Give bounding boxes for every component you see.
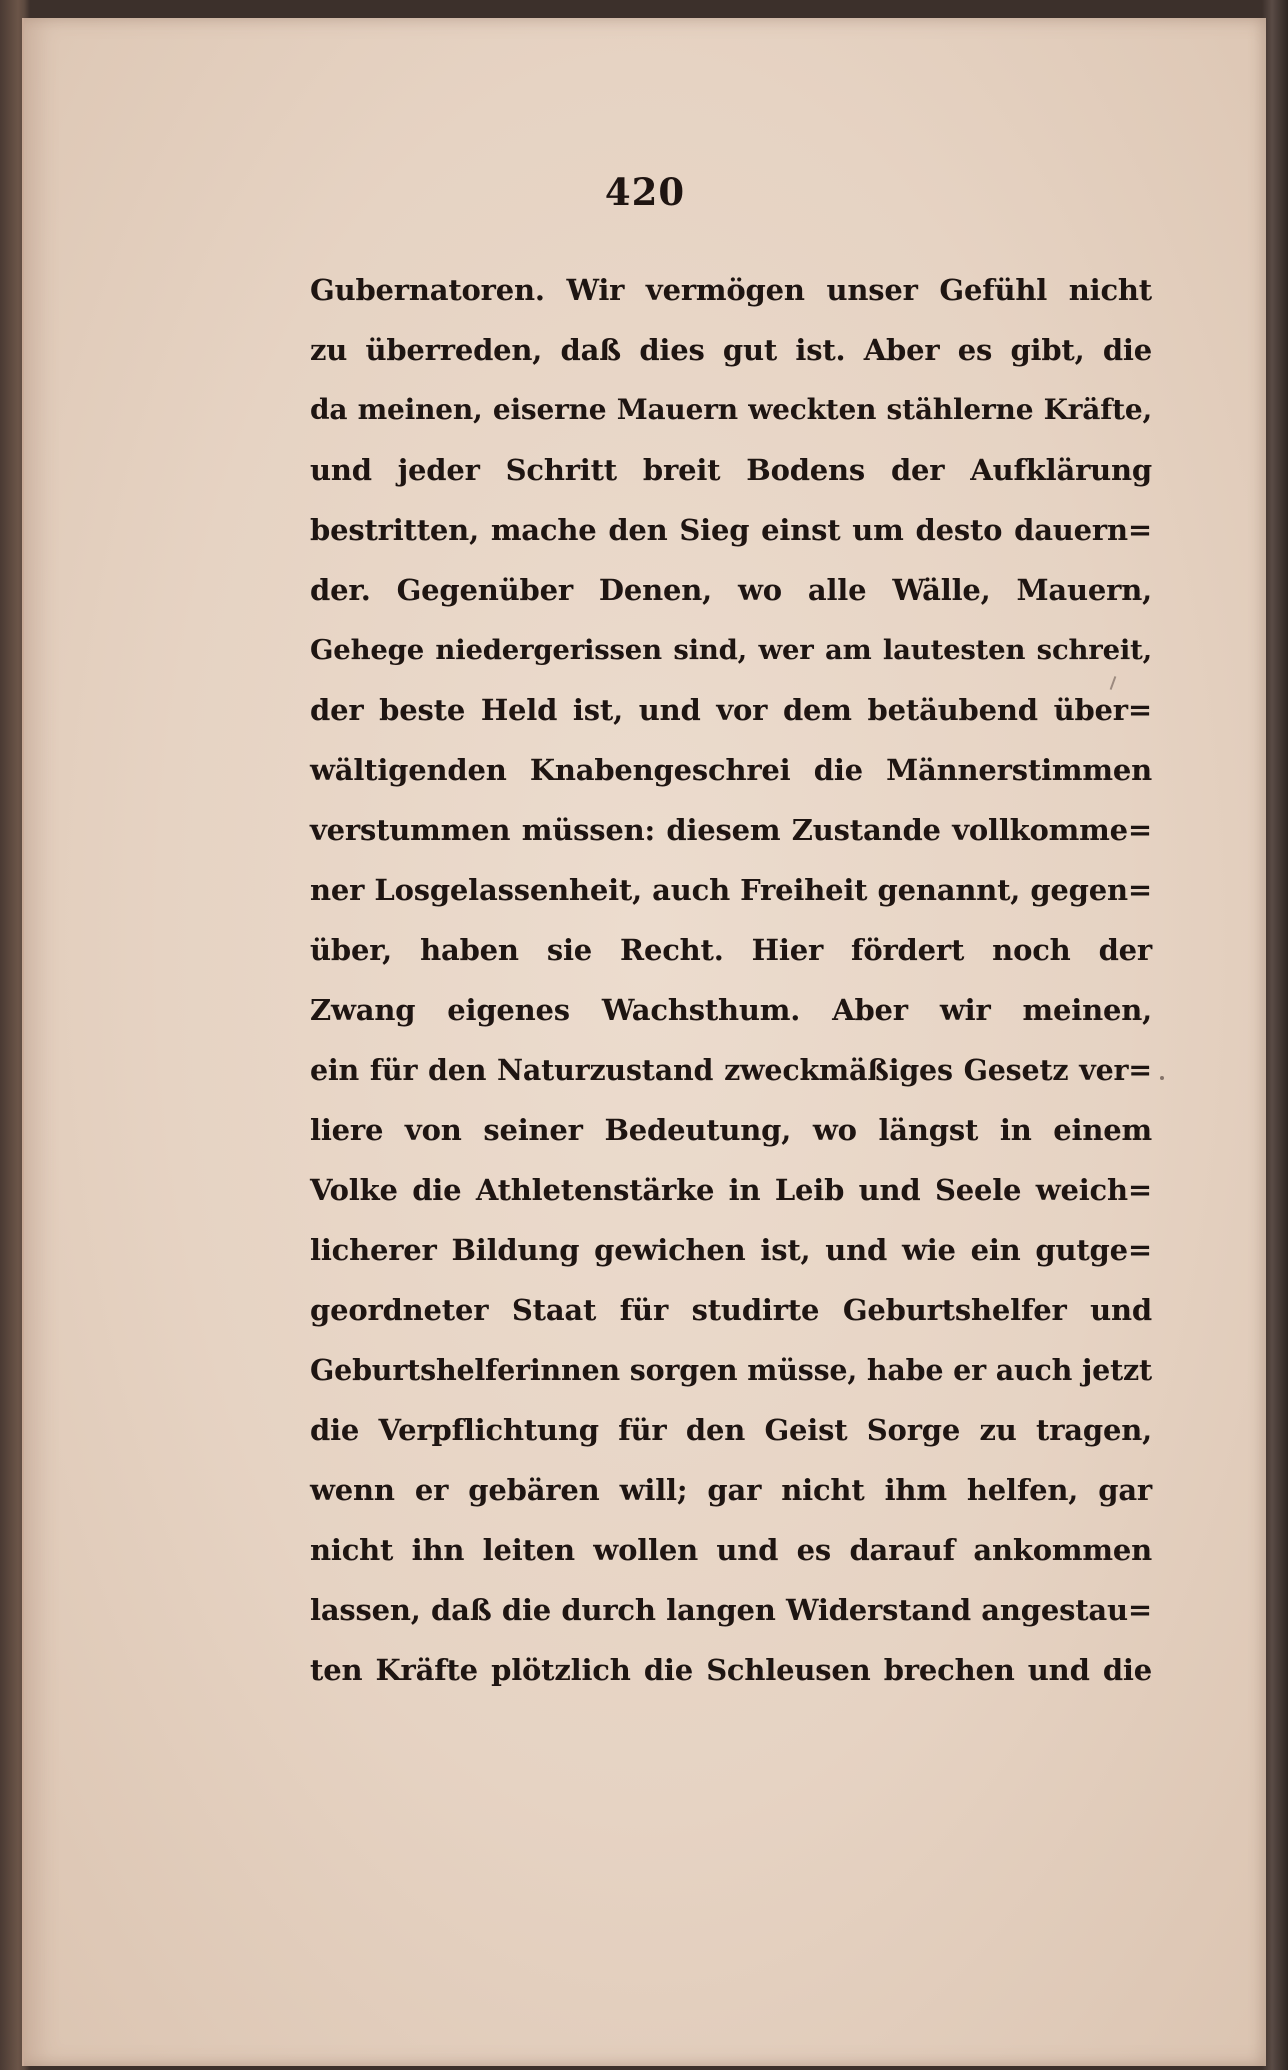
text-line: lassen, daß die durch langen Widerstand angestau= [310, 1593, 1152, 1627]
text-line: Geburtshelferinnen sorgen müsse, habe er auch jetzt [310, 1353, 1152, 1387]
text-line: zu überreden, daß dies gut ist. Aber es gibt, die [310, 333, 1152, 367]
text-line: nicht ihn leiten wollen und es darauf ankommen [310, 1533, 1152, 1567]
text-line: Gehege niedergerissen sind, wer am lautesten schreit, [310, 634, 1152, 666]
text-line: Volke die Athletenstärke in Leib und Seele weich= [310, 1173, 1152, 1207]
text-line: bestritten, mache den Sieg einst um desto dauern= [310, 513, 1152, 547]
text-line: über, haben sie Recht. Hier fördert noch der [310, 933, 1152, 967]
text-line: und jeder Schritt breit Bodens der Aufklärung [310, 453, 1152, 487]
text-line: ein für den Naturzustand zweckmäßiges Gesetz ver= [310, 1053, 1152, 1087]
text-line: verstummen müssen: diesem Zustande vollkomme= [310, 813, 1152, 847]
text-line: liere von seiner Bedeutung, wo längst in einem [310, 1113, 1152, 1147]
text-line: geordneter Staat für studirte Geburtshelfer und [310, 1293, 1152, 1327]
text-line: der beste Held ist, und vor dem betäubend über= [310, 693, 1152, 727]
text-line: Zwang eigenes Wachsthum. Aber wir meinen, [310, 993, 1152, 1027]
body-text [310, 260, 1152, 1700]
text-line: Gubernatoren. Wir vermögen unser Gefühl nicht [310, 273, 1152, 307]
page-number: 420 [604, 170, 686, 214]
text-line: ten Kräfte plötzlich die Schleusen brechen und die [310, 1653, 1152, 1687]
text-line: da meinen, eiserne Mauern weckten stählerne Kräfte, [310, 393, 1152, 426]
margin-dot-mark [1160, 1076, 1164, 1080]
text-line: der. Gegenüber Denen, wo alle Wälle, Mauern, [310, 573, 1152, 607]
text-line: ner Losgelassenheit, auch Freiheit genannt, gegen= [310, 873, 1152, 907]
text-line: wältigenden Knabengeschrei die Männerstimmen [310, 753, 1152, 787]
page-sheet [22, 18, 1266, 2066]
text-line: die Verpflichtung für den Geist Sorge zu tragen, [310, 1413, 1152, 1447]
text-line: wenn er gebären will; gar nicht ihm helfen, gar [310, 1473, 1152, 1507]
text-line: licherer Bildung gewichen ist, und wie ein gutge= [310, 1233, 1152, 1267]
